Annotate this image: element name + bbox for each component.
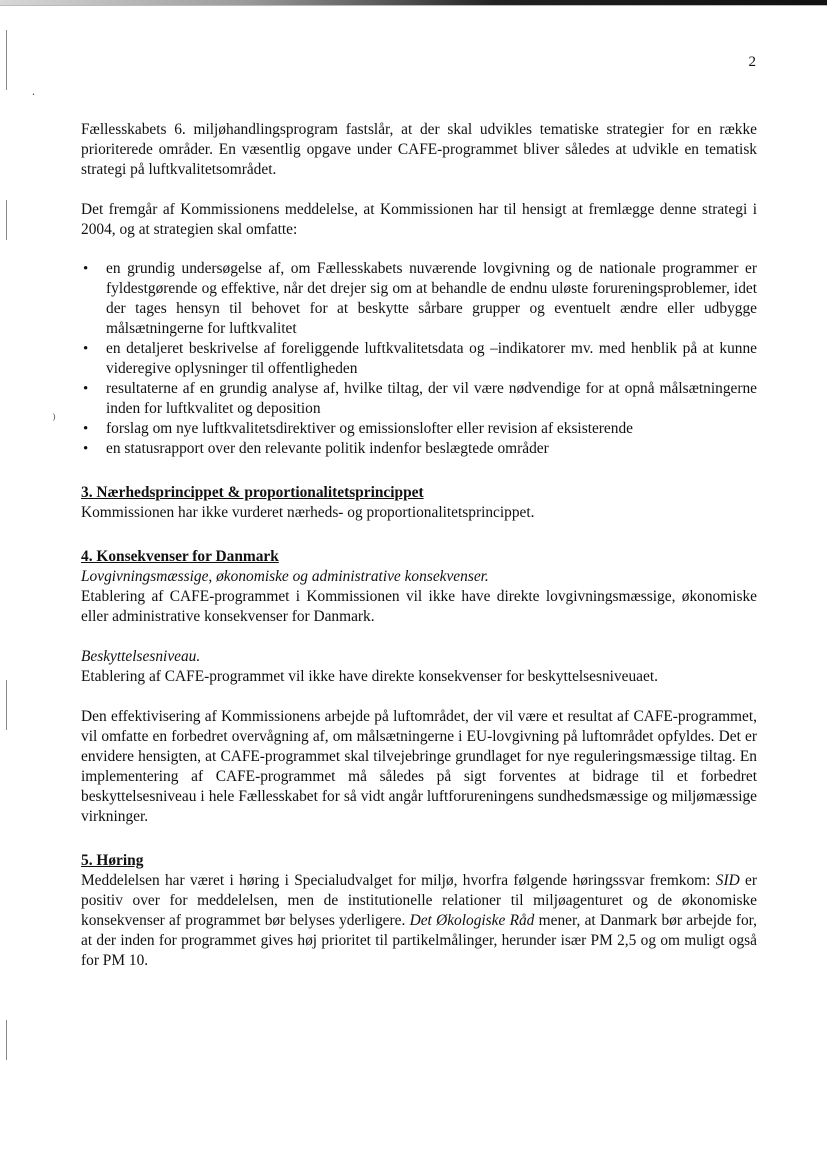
- strategy-bullet-list: [81, 259, 757, 459]
- list-item-text: resultaterne af en grundig analyse af, hvilke tiltag, der vil være nødvendige for at opnå målsætningerne inden for luftkvalitet og deposition: [106, 380, 757, 417]
- section-4-text-protection: Etablering af CAFE-programmet vil ikke have direkte konsekvenser for beskyttelsesniveuaet.: [81, 668, 658, 685]
- section-3-text: Kommissionen har ikke vurderet nærheds- og proportionalitetsprincippet.: [81, 504, 535, 521]
- section-3-heading: 3. Nærhedsprincippet & proportionalitetsprincippet: [81, 484, 424, 501]
- section-4-text-consequences: Etablering af CAFE-programmet i Kommissionen vil ikke have direkte lovgivningsmæssige, økonomiske eller administrative konsekvenser for Danmark.: [81, 588, 757, 625]
- list-item-text: en detaljeret beskrivelse af foreliggende luftkvalitetsdata og –indikatorer mv. med henblik på at kunne videregive oplysninger til offentligheden: [106, 340, 757, 377]
- intro-paragraph-2: Det fremgår af Kommissionens meddelelse, at Kommissionen har til hensigt at fremlægge denne strategi i 2004, og at strategien skal omfatte:: [81, 201, 757, 238]
- intro-paragraph-1: Fællesskabets 6. miljøhandlingsprogram fastslår, at der skal udvikles tematiske strategier for en række prioriterede områder. En væsentlig opgave under CAFE-programmet bliver således at udvikle en tematisk strategi på luftkvalitetsområdet.: [81, 121, 757, 178]
- section-4-subheading-protection: Beskyttelsesniveau.: [81, 648, 201, 665]
- list-item: [81, 339, 757, 379]
- bullet-icon: •: [83, 341, 89, 357]
- section-5-heading: 5. Høring: [81, 852, 144, 869]
- bullet-icon: •: [83, 381, 89, 397]
- scan-edge-mark: [6, 30, 7, 90]
- list-item: [81, 259, 757, 339]
- list-item-text: en grundig undersøgelse af, om Fællesskabets nuværende lovgivning og de nationale programmer er fyldestgørende og effektive, når det drejer sig om at behandle de endnu uløste forureningsproblemer, idet der tages hensyn til behovet for at beskytte sårbare grupper og eventuelt ændre eller udbygge målsætningerne for luftkvalitet: [106, 260, 757, 337]
- list-item: [81, 439, 757, 459]
- bullet-icon: •: [83, 421, 89, 437]
- list-item: [81, 379, 757, 419]
- document-body: [81, 120, 757, 971]
- section-5-text-c: mener, at Danmark bør arbejde for, at der inden for programmet gives høj prioritet til partikelmålinger, herunder især PM 2,5 og om muligt også for PM 10.: [81, 912, 757, 969]
- section-4-heading: 4. Konsekvenser for Danmark: [81, 548, 279, 565]
- list-item: [81, 419, 757, 439]
- section-5-text-b: er positiv over for meddelelsen, men de institutionelle relationer til miljøagenturet og de økonomiske konsekvenser af programmet bør belyses yderligere.: [81, 872, 757, 929]
- list-item-text: forslag om nye luftkvalitetsdirektiver og emissionslofter eller revision af eksisterende: [106, 420, 633, 437]
- list-item-text: en statusrapport over den relevante politik indenfor beslægtede områder: [106, 440, 549, 457]
- section-5-text: [81, 871, 757, 971]
- page-number: 2: [748, 54, 756, 70]
- scan-speck: .: [32, 84, 35, 98]
- section-5-text-a: Meddelelsen har været i høring i Specialudvalget for miljø, hvorfra følgende høringssvar fremkom:: [81, 872, 716, 889]
- bullet-icon: •: [83, 441, 89, 457]
- scan-top-border-line: [0, 5, 827, 6]
- section-5-raad: Det Økologiske Råd: [409, 912, 535, 929]
- scan-speck: ⁾: [52, 412, 56, 429]
- scan-edge-mark: [6, 1020, 7, 1060]
- section-5-sid: SID: [715, 872, 740, 889]
- scan-edge-mark: [6, 680, 7, 730]
- section-4-text-efficiency: Den effektivisering af Kommissionens arbejde på luftområdet, der vil være et resultat af CAFE-programmet, vil omfatte en forbedret overvågning af, om målsætningerne i EU-lovgivning på luftområdet opfyldes. Det er envidere hensigten, at CAFE-programmet skal tilvejebringe grundlaget for nye reguleringsmæssige tiltag. En implementering af CAFE-programmet må således på sigt forventes at bidrage til et forbedret beskyttelsesniveau i hele Fællesskabet for så vidt angår luftforureningens sundhedsmæssige og miljømæssige virkninger.: [81, 708, 757, 825]
- section-4-subheading-consequences: Lovgivningsmæssige, økonomiske og administrative konsekvenser.: [81, 568, 489, 585]
- bullet-icon: •: [83, 261, 89, 277]
- scan-edge-mark: [6, 200, 7, 240]
